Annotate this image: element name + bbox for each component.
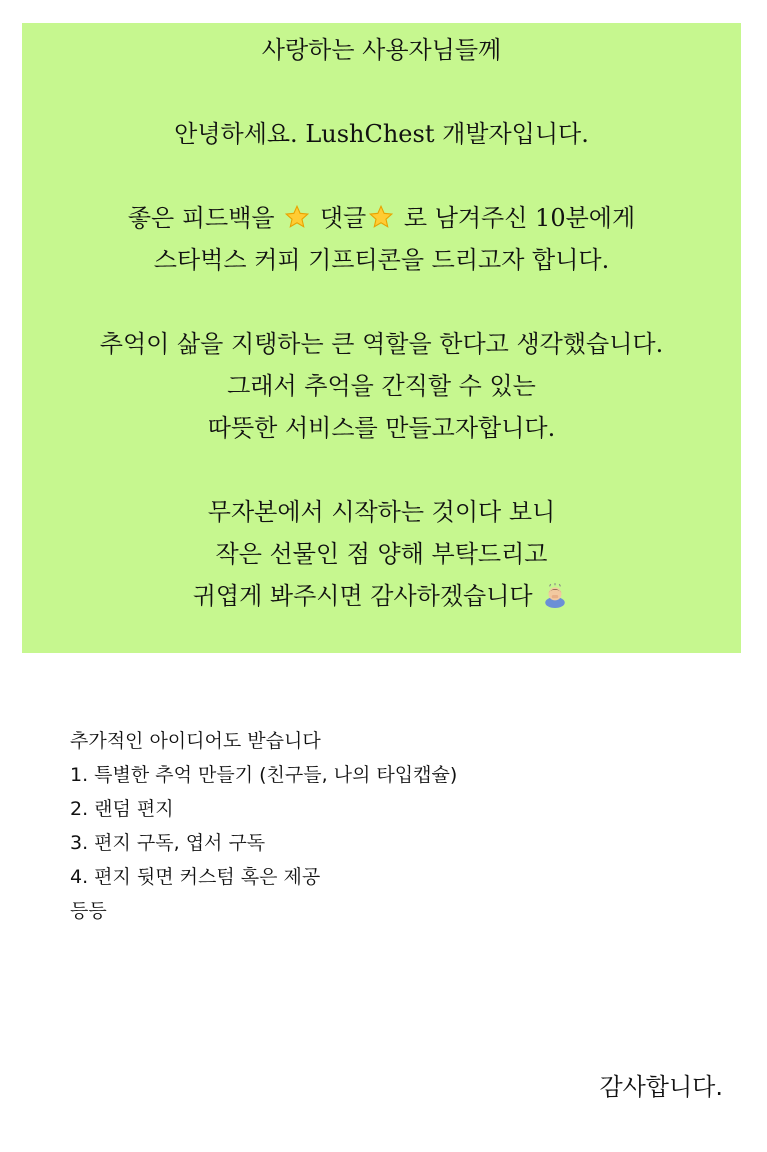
closing-text: 감사합니다.: [599, 1073, 723, 1101]
bowing-person-icon: [542, 582, 568, 608]
list-item: 2. 랜덤 편지: [70, 798, 174, 820]
ideas-etc: 등등: [70, 900, 107, 922]
paragraph-gap: [22, 71, 741, 113]
letter-p1-line2: 스타벅스 커피 기프티콘을 드리고자 합니다.: [153, 246, 610, 274]
paragraph-gap: [22, 155, 741, 197]
letter-p3-line1: 무자본에서 시작하는 것이다 보니: [207, 498, 556, 526]
letter-p3-line2: 작은 선물인 점 양해 부탁드리고: [215, 540, 548, 568]
p1-text-b: 댓글: [319, 204, 367, 232]
letter-p3-line3: [22, 575, 741, 617]
paragraph-gap: [22, 449, 741, 491]
p1-text-a: 좋은 피드백을: [127, 204, 275, 232]
p1-text-c: 로 남겨주신 10분에게: [403, 204, 636, 232]
letter-p2-line2: 그래서 추억을 간직할 수 있는: [227, 372, 536, 400]
star-icon: [284, 204, 310, 230]
letter-intro: 안녕하세요. LushChest 개발자입니다.: [174, 120, 589, 148]
announcement-letter: [22, 29, 741, 617]
announcement-box: [22, 23, 741, 653]
list-item: 3. 편지 구독, 엽서 구독: [70, 832, 266, 854]
letter-greeting: 사랑하는 사용자님들께: [261, 36, 502, 64]
ideas-heading: 추가적인 아이디어도 받습니다: [70, 730, 321, 752]
paragraph-gap: [22, 281, 741, 323]
letter-p1-line1: [22, 197, 741, 239]
letter-p2-line3: 따뜻한 서비스를 만들고자합니다.: [207, 414, 556, 442]
p3-text: 귀엽게 봐주시면 감사하겠습니다: [192, 582, 533, 610]
list-item: 4. 편지 뒷면 커스텀 혹은 제공: [70, 866, 321, 888]
letter-p2-line1: 추억이 삶을 지탱하는 큰 역할을 한다고 생각했습니다.: [99, 330, 664, 358]
ideas-section: [70, 724, 710, 928]
star-icon: [368, 204, 394, 230]
list-item: 1. 특별한 추억 만들기 (친구들, 나의 타입캡슐): [70, 764, 458, 786]
